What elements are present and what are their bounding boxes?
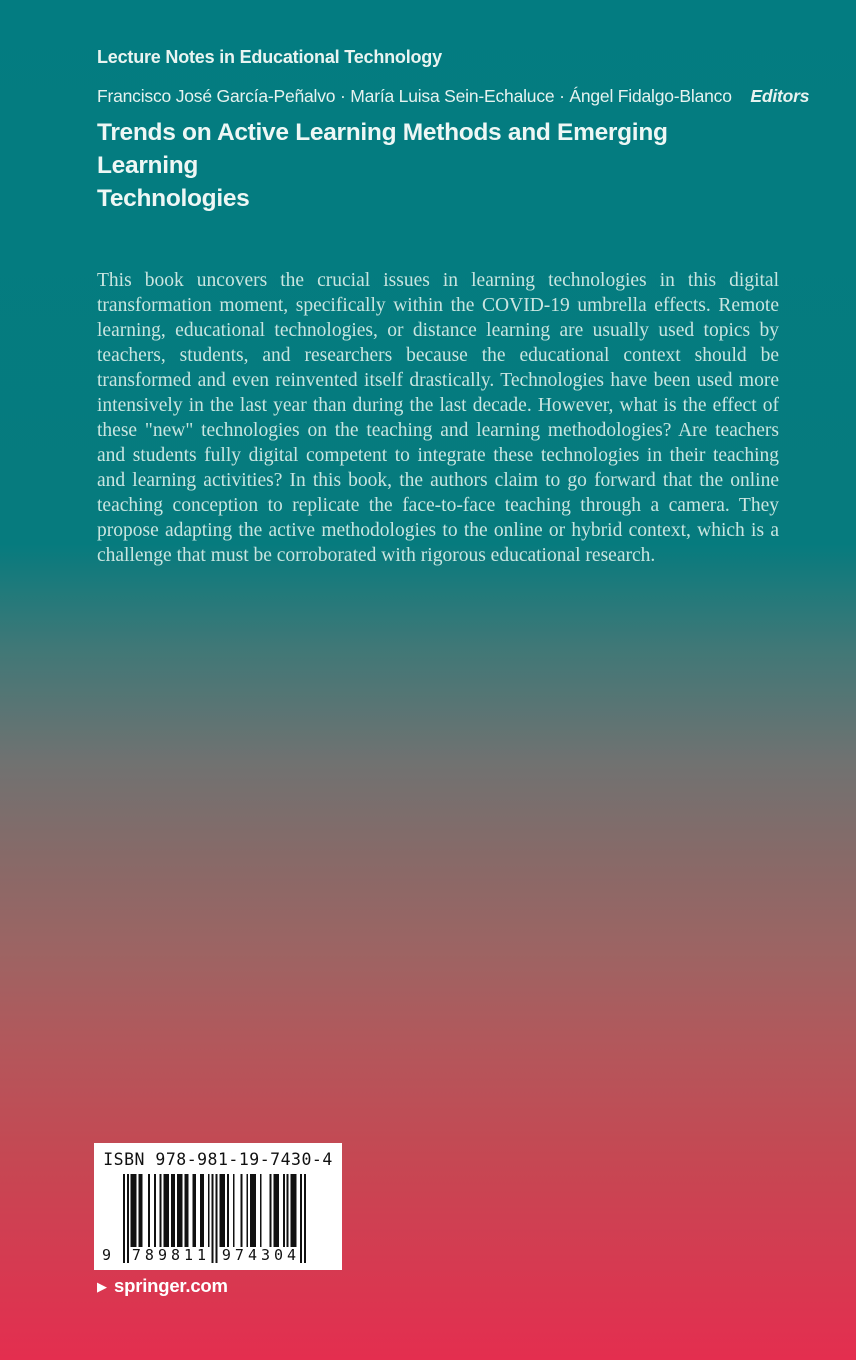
book-title-line2: Technologies <box>97 185 250 212</box>
springer-url: springer.com <box>114 1275 228 1296</box>
series-title: Lecture Notes in Educational Technology <box>97 47 442 67</box>
isbn-barcode <box>94 1143 342 1270</box>
springer-footer <box>97 1275 228 1297</box>
book-title-line1: Trends on Active Learning Methods and Emerging Learning <box>97 119 668 179</box>
ean-digit-group: 9 <box>102 1246 116 1264</box>
authors-line <box>97 86 810 107</box>
author-names: Francisco José García-Peñalvo · María Luisa Sein-Echaluce · Ángel Fidalgo-Blanco <box>97 86 732 106</box>
book-title <box>97 116 737 215</box>
cover-text-block <box>97 47 810 568</box>
isbn-number: ISBN 978-981-19-7430-4 <box>103 1150 333 1169</box>
ean13-digits <box>94 1244 342 1266</box>
editors-label: Editors <box>750 86 810 106</box>
ean-digit-group: 789811 <box>131 1246 211 1264</box>
ean-digit-group: 974304 <box>221 1246 301 1264</box>
arrow-right-icon: ▶ <box>97 1278 107 1294</box>
synopsis-text: This book uncovers the crucial issues in learning technologies in this digital transformation moment, specifically within the COVID-19 umbrella effects. Remote learning, educational technologies, or distance learning are usually used topics by teachers, students, and researchers because the educational context should be transformed and even reinvented itself drastically. Technologies have been used more intensively in the last year than during the last decade. However, what is the effect of these "new" technologies on the teaching and learning methodologies? Are teachers and students fully digital competent to integrate these technologies in their teaching and learning activities? In this book, the authors claim to go forward that the online teaching conception to replicate the face-to-face teaching through a camera. They propose adapting the active methodologies to the online or hybrid context, which is a challenge that must be corroborated with rigorous educational research. <box>97 270 779 566</box>
